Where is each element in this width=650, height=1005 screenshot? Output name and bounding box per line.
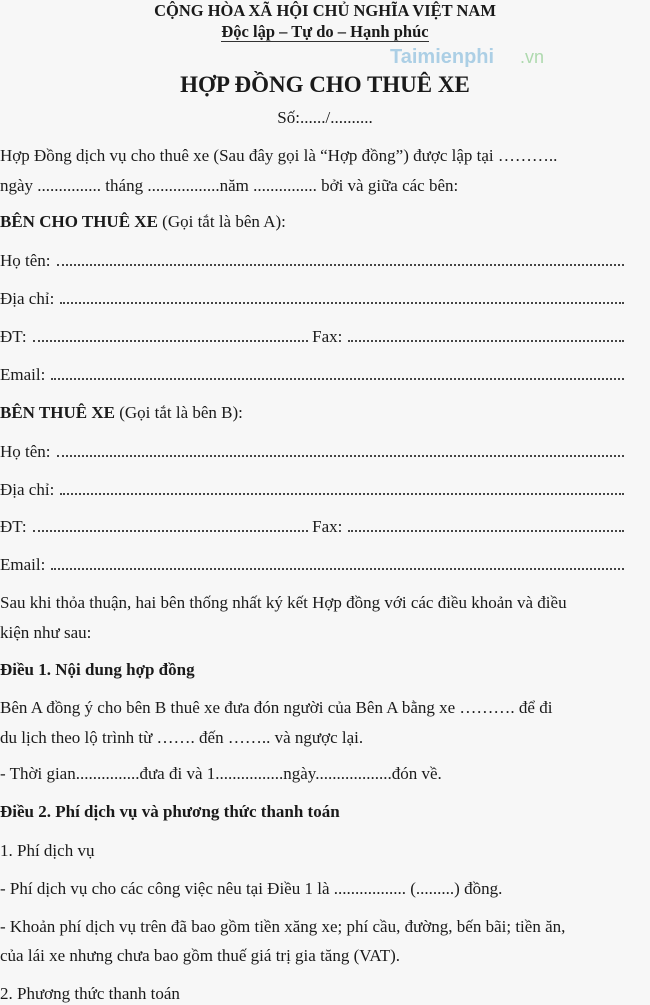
nation-header: CỘNG HÒA XÃ HỘI CHỦ NGHĨA VIỆT NAM [154, 1, 496, 20]
article-2-line: 1. Phí dịch vụ [0, 841, 95, 860]
motto: Độc lập – Tự do – Hạnh phúc [221, 22, 429, 41]
watermark-tld: .vn [520, 47, 545, 67]
article-2-line: 2. Phương thức thanh toán [0, 984, 180, 1003]
party-a-email-field[interactable]: Email: [0, 364, 628, 386]
party-a-heading: BÊN CHO THUÊ XE (Gọi tắt là bên A): [0, 212, 286, 231]
party-a-name-field[interactable]: Họ tên: [0, 250, 628, 272]
article-1-line: du lịch theo lộ trình từ ……. đến …….. và ngược lại. [0, 728, 364, 747]
agreement-line: Sau khi thỏa thuận, hai bên thống nhất ký kết Hợp đồng với các điều khoản và điều [0, 593, 567, 612]
article-2-line: - Khoản phí dịch vụ trên đã bao gồm tiền xăng xe; phí cầu, đường, bến bãi; tiền ăn, [0, 917, 566, 936]
article-2-title: Điều 2. Phí dịch vụ và phương thức thanh toán [0, 802, 340, 821]
watermark-logo: Taimienphi [390, 46, 495, 68]
article-2-line: - Phí dịch vụ cho các công việc nêu tại Điều 1 là ................. (.........) đồng. [0, 879, 503, 898]
intro-line: Hợp Đồng dịch vụ cho thuê xe (Sau đây gọi là “Hợp đồng”) được lập tại ……….. [0, 146, 558, 165]
article-1-line: - Thời gian...............đưa đi và 1................ngày..................đón về. [0, 764, 442, 783]
party-b-email-field[interactable]: Email: [0, 554, 628, 576]
article-2-line: của lái xe nhưng chưa bao gồm thuế giá trị gia tăng (VAT). [0, 946, 401, 965]
party-b-name-field[interactable]: Họ tên: [0, 441, 628, 463]
party-b-address-field[interactable]: Địa chỉ: [0, 479, 628, 501]
party-a-phone-fax-field[interactable]: ĐT: Fax: [0, 326, 628, 348]
document-number: Số:....../.......... [277, 108, 373, 127]
intro-line: ngày ............... tháng .................năm ............... bởi và giữa các bên: [0, 176, 459, 195]
agreement-line: kiện như sau: [0, 623, 92, 642]
party-a-address-field[interactable]: Địa chỉ: [0, 288, 628, 310]
party-b-phone-fax-field[interactable]: ĐT: Fax: [0, 516, 628, 538]
article-1-title: Điều 1. Nội dung hợp đồng [0, 660, 195, 679]
party-b-heading: BÊN THUÊ XE (Gọi tắt là bên B): [0, 403, 243, 422]
article-1-line: Bên A đồng ý cho bên B thuê xe đưa đón người của Bên A bằng xe ………. để đi [0, 698, 553, 717]
document-title: HỢP ĐỒNG CHO THUÊ XE [180, 72, 470, 97]
